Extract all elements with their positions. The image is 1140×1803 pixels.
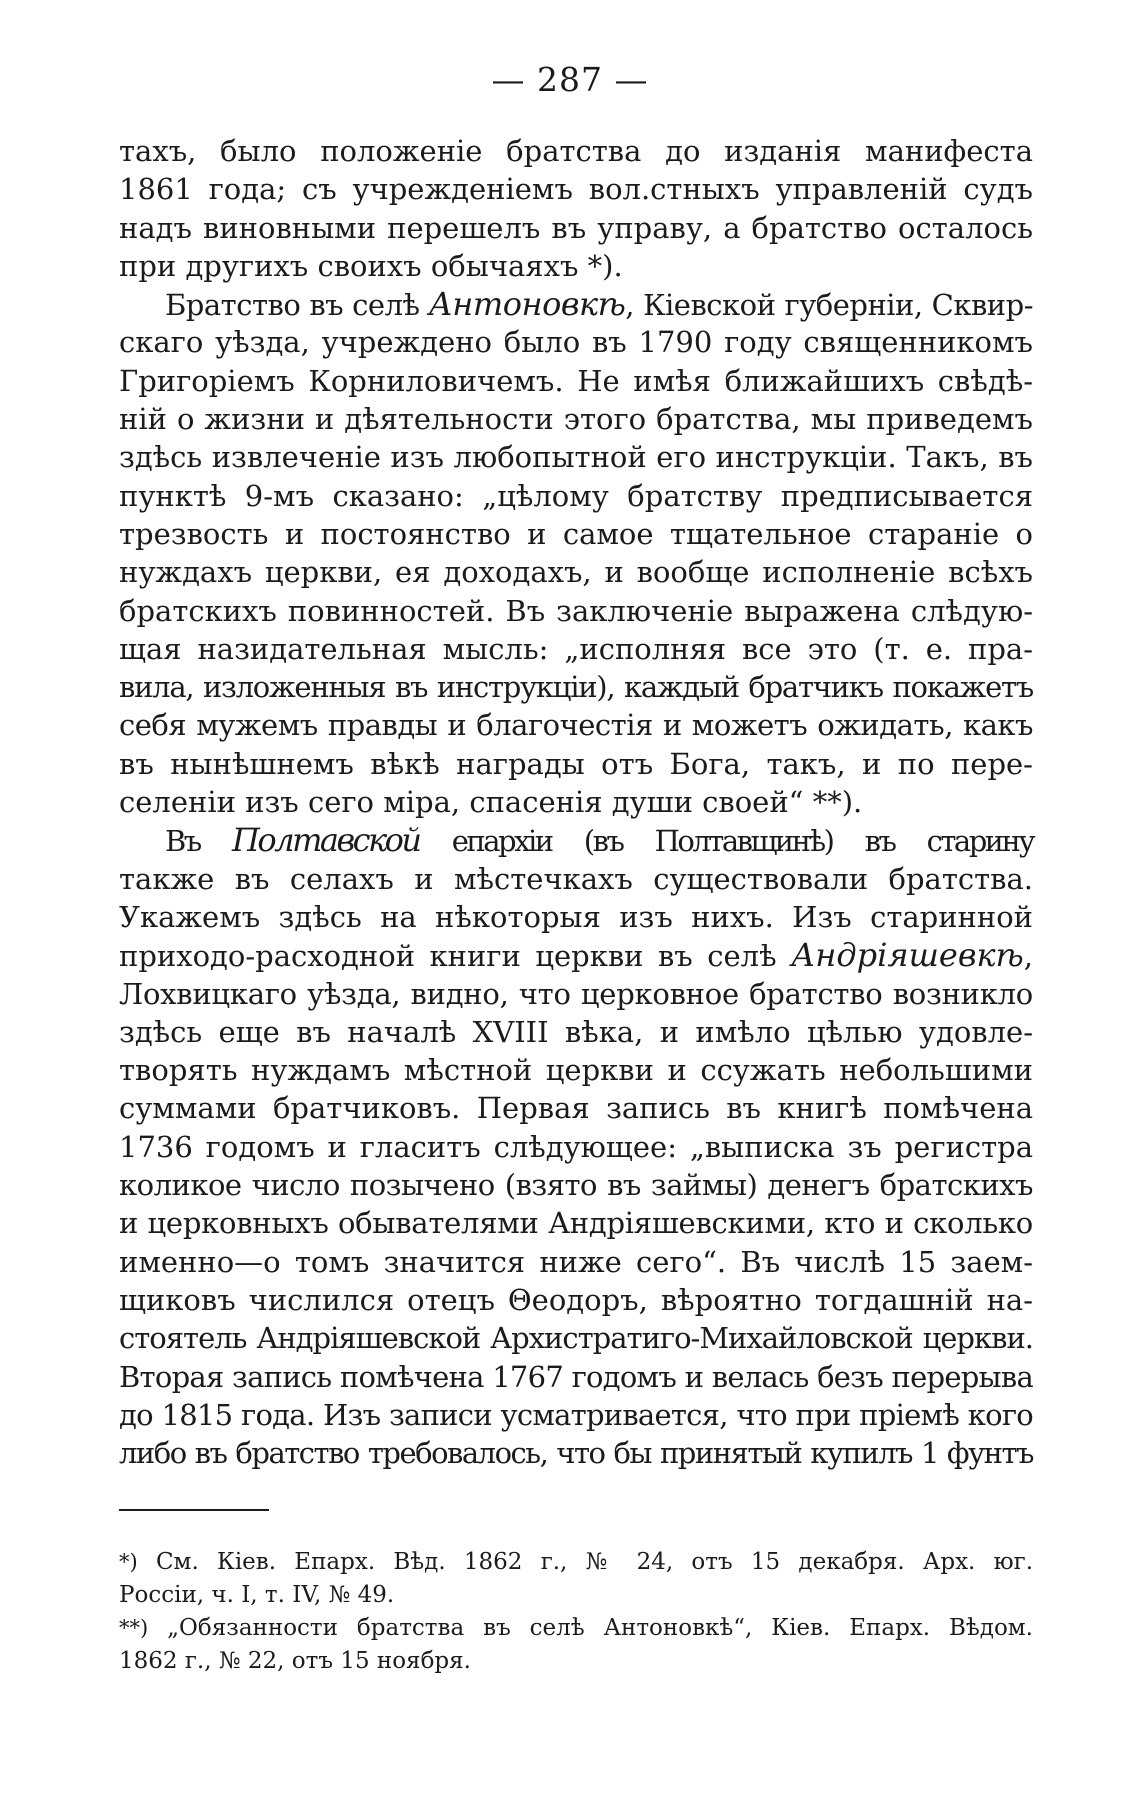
text-line: ній о жизни и дѣятельности этого братства, мы приведемъ [119,402,1033,437]
text-line: селеніи изъ сего міра, спасенія души своей“ **). [119,785,863,820]
text-line: Григоріемъ Корниловичемъ. Не имѣя ближайшихъ свѣдѣ- [119,363,1033,398]
main-text [119,132,1033,1472]
paragraph-3 [119,821,1033,1472]
text-line: 1861 года; съ учрежденіемъ вол.стныхъ управленій судъ [119,172,1033,207]
footnote-line: Россіи, ч. I, т. IV, № 49. [119,1582,395,1608]
text-line: надъ виновными перешелъ въ управу, а братство осталось [119,210,1033,245]
text-line: до 1815 года. Изъ записи усматривается, что при пріемѣ кого [119,1397,1033,1432]
footnote-1 [119,1546,1033,1612]
text-line: и церковныхъ обывателями Андріяшевскими, кто и сколько [119,1206,1033,1241]
text-line: въ нынѣшнемъ вѣкѣ награды отъ Бога, такъ, и по пере- [119,746,1033,781]
footnote-text: См. Кіев. Епарх. Вѣд. 1862 г., № 24, отъ 15 декабря. Арх. юг. [137,1549,1033,1575]
footnote-separator [119,1509,269,1511]
text-line: Лохвицкаго уѣзда, видно, что церковное братство возникло [119,976,1033,1011]
text-line [119,285,1033,323]
text-line: тахъ, было положеніе братства до изданія манифеста [119,134,1033,168]
text-line: суммами братчиковъ. Первая запись въ книгѣ помѣчена [119,1091,1033,1126]
footnotes [119,1546,1033,1678]
page-number: — 287 — [491,60,649,99]
text-line: 1736 годомъ и гласитъ слѣдующее: „выписка зъ регистра [119,1129,1033,1164]
text-line: при другихъ своихъ обычаяхъ *). [119,248,623,283]
text-line [119,821,1033,859]
text-line: творять нуждамъ мѣстной церкви и ссужать небольшими [119,1053,1033,1088]
footnote-marker: *) [119,1550,138,1574]
text-run: Братство въ селѣ [165,288,429,323]
text-run: епархіи (въ Полтавщинѣ) въ старину [419,824,1034,859]
text-line: именно—о томъ значится ниже сего“. Въ числѣ 15 заем- [119,1244,1033,1279]
text-line: коликое число позычено (взято въ займы) денегъ братскихъ [119,1168,1033,1203]
place-name-italic: Антоновкѣ [428,285,626,324]
text-line: либо въ братство требовалось, что бы принятый купилъ 1 фунтъ [119,1436,1033,1471]
text-line: также въ селахъ и мѣстечкахъ существовали братства. [119,861,1033,896]
text-run: Въ [165,824,233,859]
text-run: , Кіевской губерніи, Сквир- [625,288,1033,323]
text-line: стоятель Андріяшевской Архистратиго-Михайловской церкви. [119,1321,1033,1356]
footnote-2 [119,1612,1033,1678]
footnote-line: 1862 г., № 22, отъ 15 ноября. [119,1648,471,1674]
region-name-italic: Полтавской [232,821,420,860]
text-line: себя мужемъ правды и благочестія и можетъ ожидать, какъ [119,708,1033,743]
text-line: здѣсь извлеченіе изъ любопытной его инструкціи. Такъ, въ [119,440,1033,475]
text-line: Вторая запись помѣчена 1767 годомъ и велась безъ перерыва [119,1359,1033,1394]
text-line: трезвость и постоянство и самое тщательное стараніе о [119,516,1033,551]
text-line: скаго уѣзда, учреждено было въ 1790 году священникомъ [119,325,1033,360]
footnote-marker: **) [119,1616,149,1640]
paragraph-1 [119,132,1033,285]
text-line: щиковъ числился отецъ Θеодоръ, вѣроятно тогдашній на- [119,1282,1033,1317]
text-run: приходо-расходной книги церкви въ селѣ [119,939,792,974]
text-line: вила, изложенныя въ инструкціи), каждый братчикъ покажетъ [119,670,1033,705]
text-line: щая назидательная мысль: „исполняя все это (т. е. пра- [119,631,1033,666]
text-line: нуждахъ церкви, ея доходахъ, и вообще исполненіе всѣхъ [119,555,1033,590]
footnote-text: „Обязанности братства въ селѣ Антоновкѣ“, Кіев. Епарх. Вѣдом. [148,1615,1033,1641]
text-run: , [1023,939,1033,974]
footnote-line [119,1546,1033,1579]
text-line [119,936,1033,974]
text-line: здѣсь еще въ началѣ XVIII вѣка, и имѣло цѣлью удовле- [119,1014,1033,1049]
paragraph-2 [119,285,1033,821]
text-line: пунктѣ 9-мъ сказано: „цѣлому братству предписывается [119,478,1033,513]
text-line: Укажемъ здѣсь на нѣкоторыя изъ нихъ. Изъ старинной [119,899,1033,934]
village-name-italic: Андріяшевкѣ [791,936,1024,975]
text-line: братскихъ повинностей. Въ заключеніе выражена слѣдую- [119,593,1033,628]
footnote-line [119,1612,1033,1645]
